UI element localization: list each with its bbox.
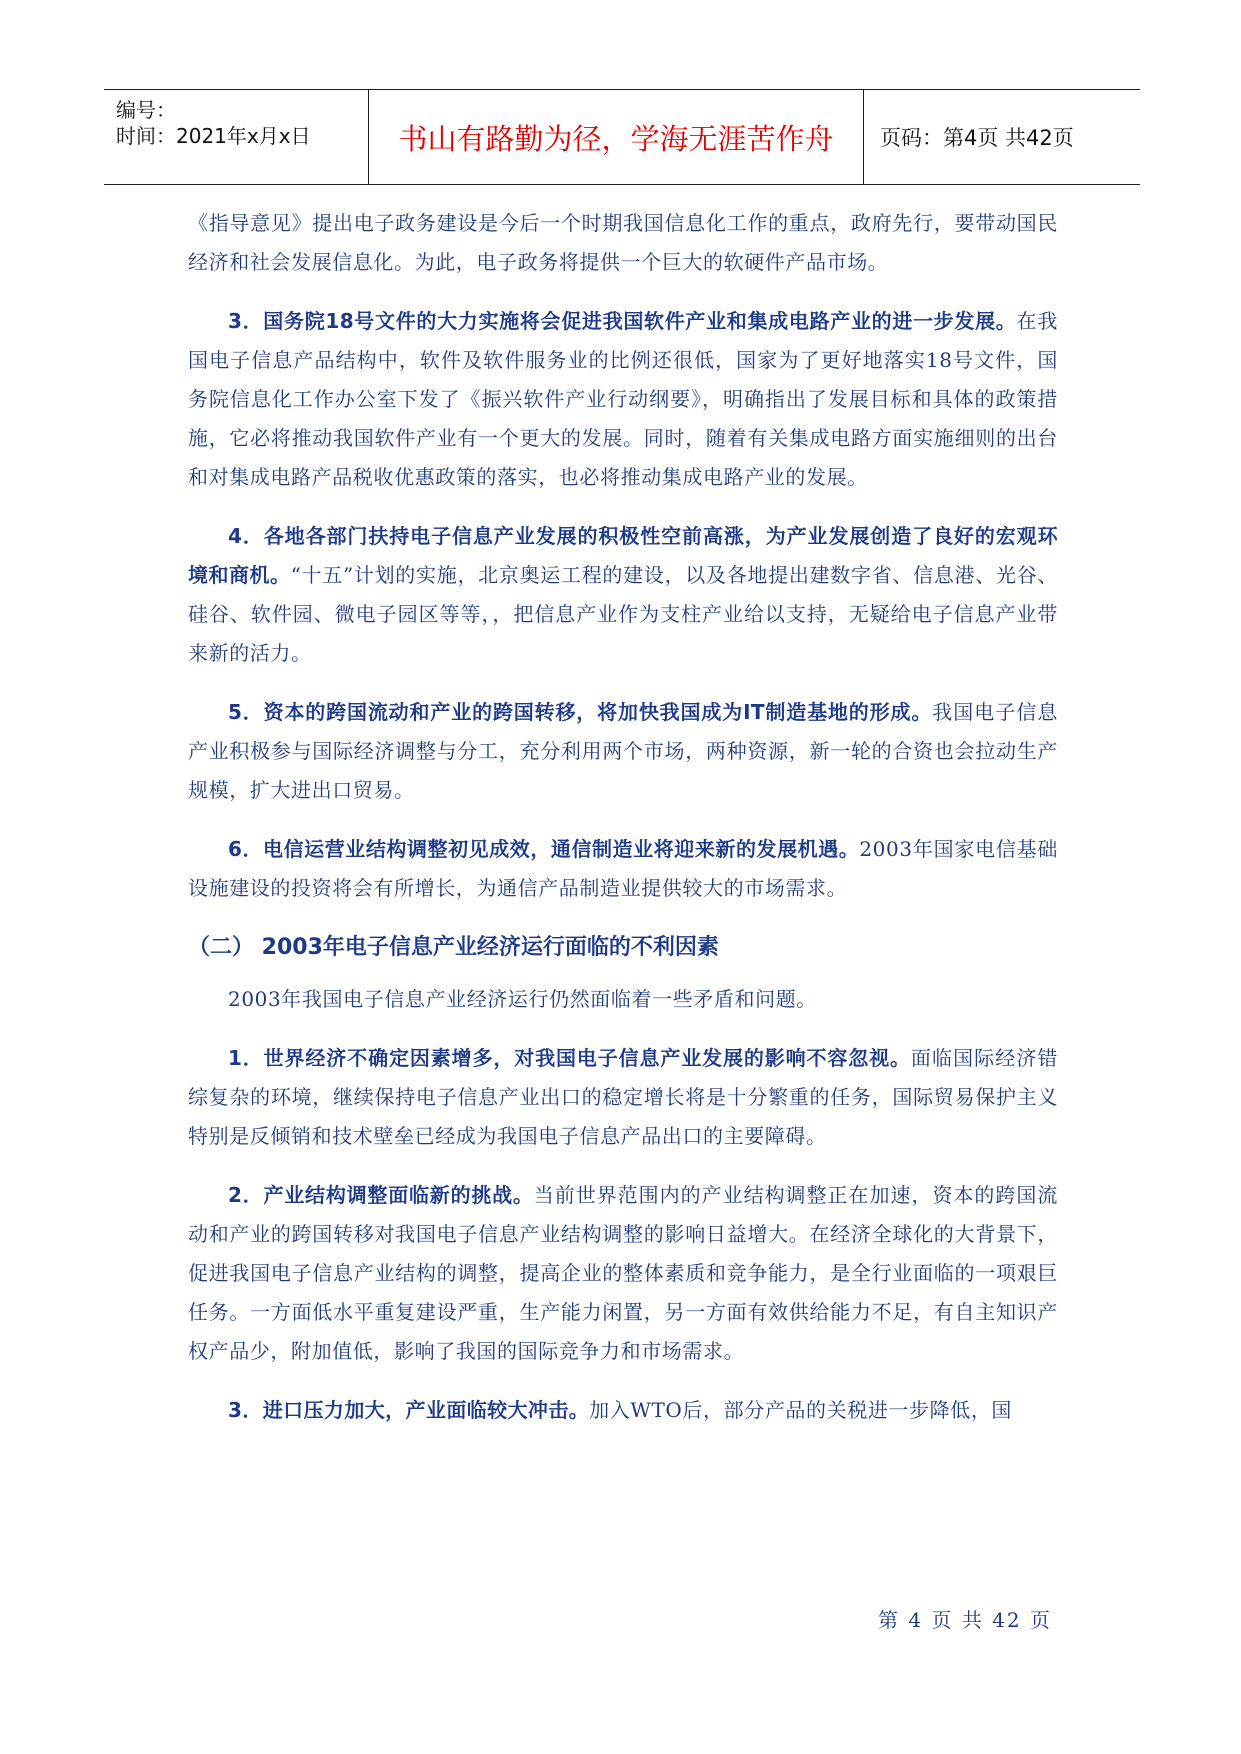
paragraph: 1．世界经济不确定因素增多，对我国电子信息产业发展的影响不容忽视。面临国际经济错综复杂的环境，继续保持电子信息产业出口的稳定增长将是十分繁重的任务，国际贸易保护主义特别是反倾销和技术壁垒已经成为我国电子信息产品出口的主要障碍。 bbox=[188, 1046, 1058, 1148]
paragraph: 6．电信运营业结构调整初见成效，通信制造业将迎来新的发展机遇。2003年国家电信基础设施建设的投资将会有所增长，为通信产品制造业提供较大的市场需求。 bbox=[188, 837, 1058, 900]
paragraph: 3．进口压力加大，产业面临较大冲击。加入WTO后，部分产品的关税进一步降低，国 bbox=[228, 1398, 1013, 1422]
header-motto: 书山有路勤为径，学海无涯苦作舟 bbox=[368, 90, 864, 184]
paragraph: 《指导意见》提出电子政务建设是今后一个时期我国信息化工作的重点，政府先行，要带动国民经济和社会发展信息化。为此，电子政务将提供一个巨大的软硬件产品市场。 bbox=[188, 211, 1058, 274]
header-left-cell bbox=[104, 90, 368, 184]
paragraph: 2．产业结构调整面临新的挑战。当前世界范围内的产业结构调整正在加速，资本的跨国流动和产业的跨国转移对我国电子信息产业结构调整的影响日益增大。在经济全球化的大背景下，促进我国电子信息产业结构的调整，提高企业的整体素质和竞争能力，是全行业面临的一项艰巨任务。一方面低水平重复建设严重，生产能力闲置，另一方面有效供给能力不足，有自主知识产权产品少，附加值低，影响了我国的国际竞争力和市场需求。 bbox=[188, 1183, 1058, 1363]
paragraph: 4．各地各部门扶持电子信息产业发展的积极性空前高涨，为产业发展创造了良好的宏观环境和商机。“十五”计划的实施，北京奥运工程的建设，以及各地提出建数字省、信息港、光谷、硅谷、软件园、微电子园区等等，，把信息产业作为支柱产业给以支持，无疑给电子信息产业带来新的活力。 bbox=[188, 524, 1059, 665]
header-page-label: 页码：第4页 共42页 bbox=[880, 126, 1074, 150]
section-title: （二） 2003年电子信息产业经济运行面临的不利因素 bbox=[188, 935, 719, 960]
document-time-label: 时间：2021年x月x日 bbox=[116, 124, 311, 148]
paragraph: 3．国务院18号文件的大力实施将会促进我国软件产业和集成电路产业的进一步发展。在我国电子信息产品结构中，软件及软件服务业的比例还很低，国家为了更好地落实18号文件，国务院信息化工作办公室下发了《振兴软件产业行动纲要》，明确指出了发展目标和具体的政策措施，它必将推动我国软件产业有一个更大的发展。同时，随着有关集成电路方面实施细则的出台和对集成电路产品税收优惠政策的落实，也必将推动集成电路产业的发展。 bbox=[188, 309, 1058, 489]
document-number-label: 编号： bbox=[116, 98, 176, 122]
page-header bbox=[104, 89, 1140, 185]
paragraph: 5．资本的跨国流动和产业的跨国转移，将加快我国成为IT制造基地的形成。我国电子信息产业积极参与国际经济调整与分工，充分利用两个市场，两种资源，新一轮的合资也会拉动生产规模，扩大进出口贸易。 bbox=[188, 700, 1059, 802]
paragraph: 2003年我国电子信息产业经济运行仍然面临着一些矛盾和问题。 bbox=[228, 987, 817, 1011]
document-body bbox=[188, 204, 1058, 1450]
page-footer: 第 4 页 共 42 页 bbox=[878, 1608, 1052, 1632]
